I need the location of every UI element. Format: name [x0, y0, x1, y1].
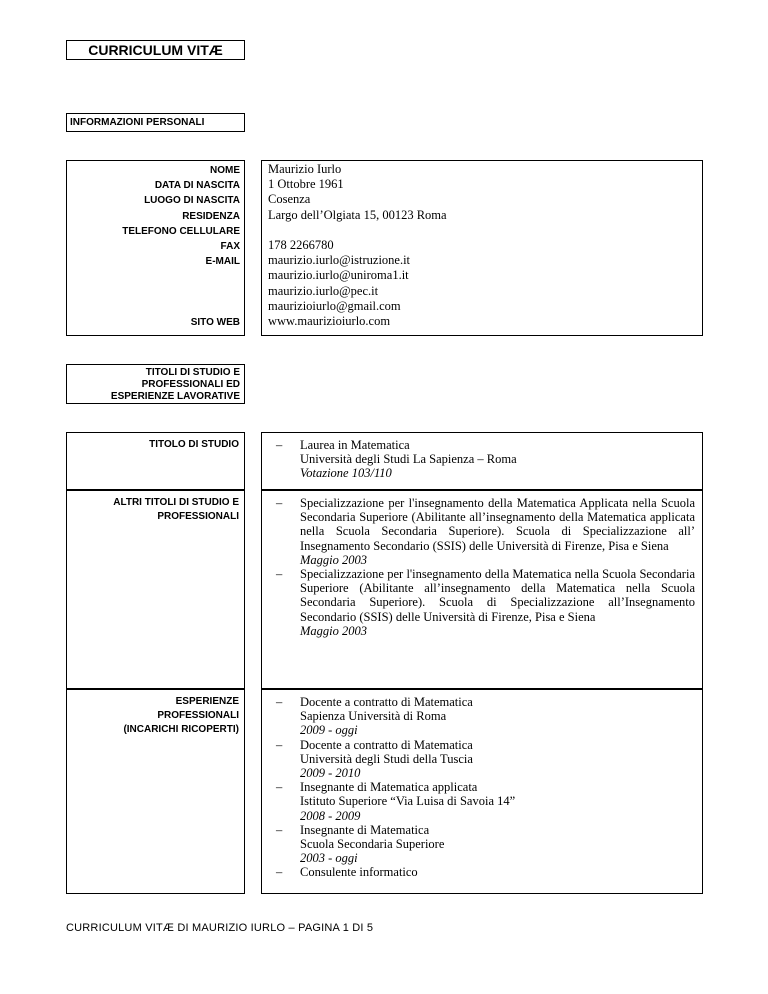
esperienza-item-4 — [300, 823, 695, 866]
esperienza-1-place: Sapienza Università di Roma — [300, 709, 447, 724]
value-telefono — [268, 223, 702, 238]
titolo-studio-grade: Votazione 103/110 — [300, 466, 392, 481]
section-titoli-line3: ESPERIENZE LAVORATIVE — [110, 391, 240, 402]
altri-titoli-label-line2: PROFESSIONALI — [157, 511, 239, 522]
value-data-nascita: 1 Ottobre 1961 — [268, 177, 344, 192]
esperienze-label-line2: PROFESSIONALI — [157, 710, 239, 721]
esperienza-2-place: Università degli Studi della Tuscia — [300, 751, 473, 766]
altri-titoli-label — [66, 490, 245, 689]
value-residenza: Largo dell’Olgiata 15, 00123 Roma — [268, 207, 447, 222]
value-luogo-nascita: Cosenza — [268, 192, 311, 207]
value-sito-web[interactable]: www.maurizioiurlo.com — [268, 313, 391, 328]
esperienza-4-place: Scuola Secondaria Superiore — [300, 837, 445, 852]
altri-titoli-value — [261, 490, 703, 689]
altri-titoli-item-2-text: – Specializzazione per l'insegnamento della Matematica nella Scuola Secondaria Superiore (Abilitante all’insegnamento della Matematica nella Scuola Secondaria Superiore). Scuola di Specializzazione all’Insegnamento Secondario (SSIS) delle Università di Firenze, Pisa e Siena — [300, 567, 695, 624]
value-email-1[interactable]: maurizio.iurlo@istruzione.it — [268, 253, 411, 268]
altri-titoli-item-2 — [300, 567, 695, 638]
esperienza-5-role: – Consulente informatico — [300, 865, 418, 880]
section-titoli-line2: PROFESSIONALI ED — [141, 379, 240, 390]
esperienza-4-role: – Insegnante di Matematica — [300, 822, 430, 837]
value-fax: 178 2266780 — [268, 237, 334, 252]
label-residenza: RESIDENZA — [182, 210, 240, 222]
esperienza-item-3 — [300, 780, 695, 823]
label-nome: NOME — [210, 165, 240, 176]
label-data-nascita: DATA DI NASCITA — [154, 180, 240, 192]
esperienza-item-5 — [300, 865, 695, 879]
altri-titoli-item-1-date: Maggio 2003 — [300, 552, 368, 567]
esperienza-3-date: 2008 - 2009 — [300, 808, 361, 823]
label-telefono: TELEFONO CELLULARE — [122, 225, 240, 237]
label-spacer-1 — [67, 269, 240, 284]
personal-values — [261, 160, 703, 336]
titolo-studio-label — [66, 432, 245, 490]
esperienza-1-role: – Docente a contratto di Matematica — [300, 695, 473, 709]
label-sito-web: SITO WEB — [190, 316, 240, 328]
altri-titoli-item-1 — [300, 496, 695, 567]
esperienza-item-2 — [300, 738, 695, 781]
label-luogo-nascita: LUOGO DI NASCITA — [144, 195, 240, 207]
personal-labels — [66, 160, 245, 336]
page-footer: CURRICULUM VITÆ DI MAURIZIO IURLO – PAGINA 1 DI 5 — [66, 922, 374, 934]
esperienza-item-1 — [300, 695, 695, 738]
altri-titoli-item-1-text: – Specializzazione per l'insegnamento della Matematica Applicata nella Scuola Secondaria Superiore (Abilitante all’insegnamento della Matematica applicata nella Scuola Secondaria Superiore). Scuola di Specializzazione all’ Insegnamento Secondario (SSIS) delle Università di Firenze, Pisa e Siena — [300, 496, 695, 553]
section-titoli-title — [66, 364, 245, 404]
label-spacer-2 — [67, 285, 240, 300]
value-nome: Maurizio Iurlo — [268, 162, 342, 176]
titolo-studio-label-text: TITOLO DI STUDIO — [149, 439, 239, 450]
label-email: E-MAIL — [205, 256, 240, 268]
esperienza-2-role: – Docente a contratto di Matematica — [300, 737, 473, 752]
esperienza-3-place: Istituto Superiore “Via Luisa di Savoia 14” — [300, 794, 516, 809]
esperienze-label-line3: (INCARICHI RICOPERTI) — [123, 724, 239, 735]
document-title: CURRICULUM VITÆ — [66, 40, 245, 60]
value-email-3[interactable]: maurizio.iurlo@pec.it — [268, 283, 379, 298]
titolo-studio-university: Università degli Studi La Sapienza – Roma — [300, 452, 517, 467]
label-spacer-3 — [67, 300, 240, 315]
esperienza-4-date: 2003 - oggi — [300, 851, 358, 866]
esperienze-label — [66, 689, 245, 894]
altri-titoli-label-line1: ALTRI TITOLI DI STUDIO E — [113, 497, 239, 508]
value-email-4[interactable]: maurizioiurlo@gmail.com — [268, 298, 401, 313]
esperienza-3-role: – Insegnante di Matematica applicata — [300, 780, 478, 795]
titolo-studio-item — [300, 438, 695, 481]
esperienza-2-date: 2009 - 2010 — [300, 766, 361, 781]
section-titoli-line1: TITOLI DI STUDIO E — [145, 367, 240, 378]
value-email-2[interactable]: maurizio.iurlo@uniroma1.it — [268, 268, 409, 283]
titolo-studio-value — [261, 432, 703, 490]
altri-titoli-item-2-date: Maggio 2003 — [300, 623, 368, 638]
titolo-studio-degree: – Laurea in Matematica — [300, 438, 410, 452]
esperienza-1-date: 2009 - oggi — [300, 723, 358, 738]
label-fax: FAX — [220, 240, 240, 252]
esperienze-value — [261, 689, 703, 894]
esperienze-label-line1: ESPERIENZE — [175, 696, 239, 707]
section-personal-title: INFORMAZIONI PERSONALI — [66, 113, 245, 132]
